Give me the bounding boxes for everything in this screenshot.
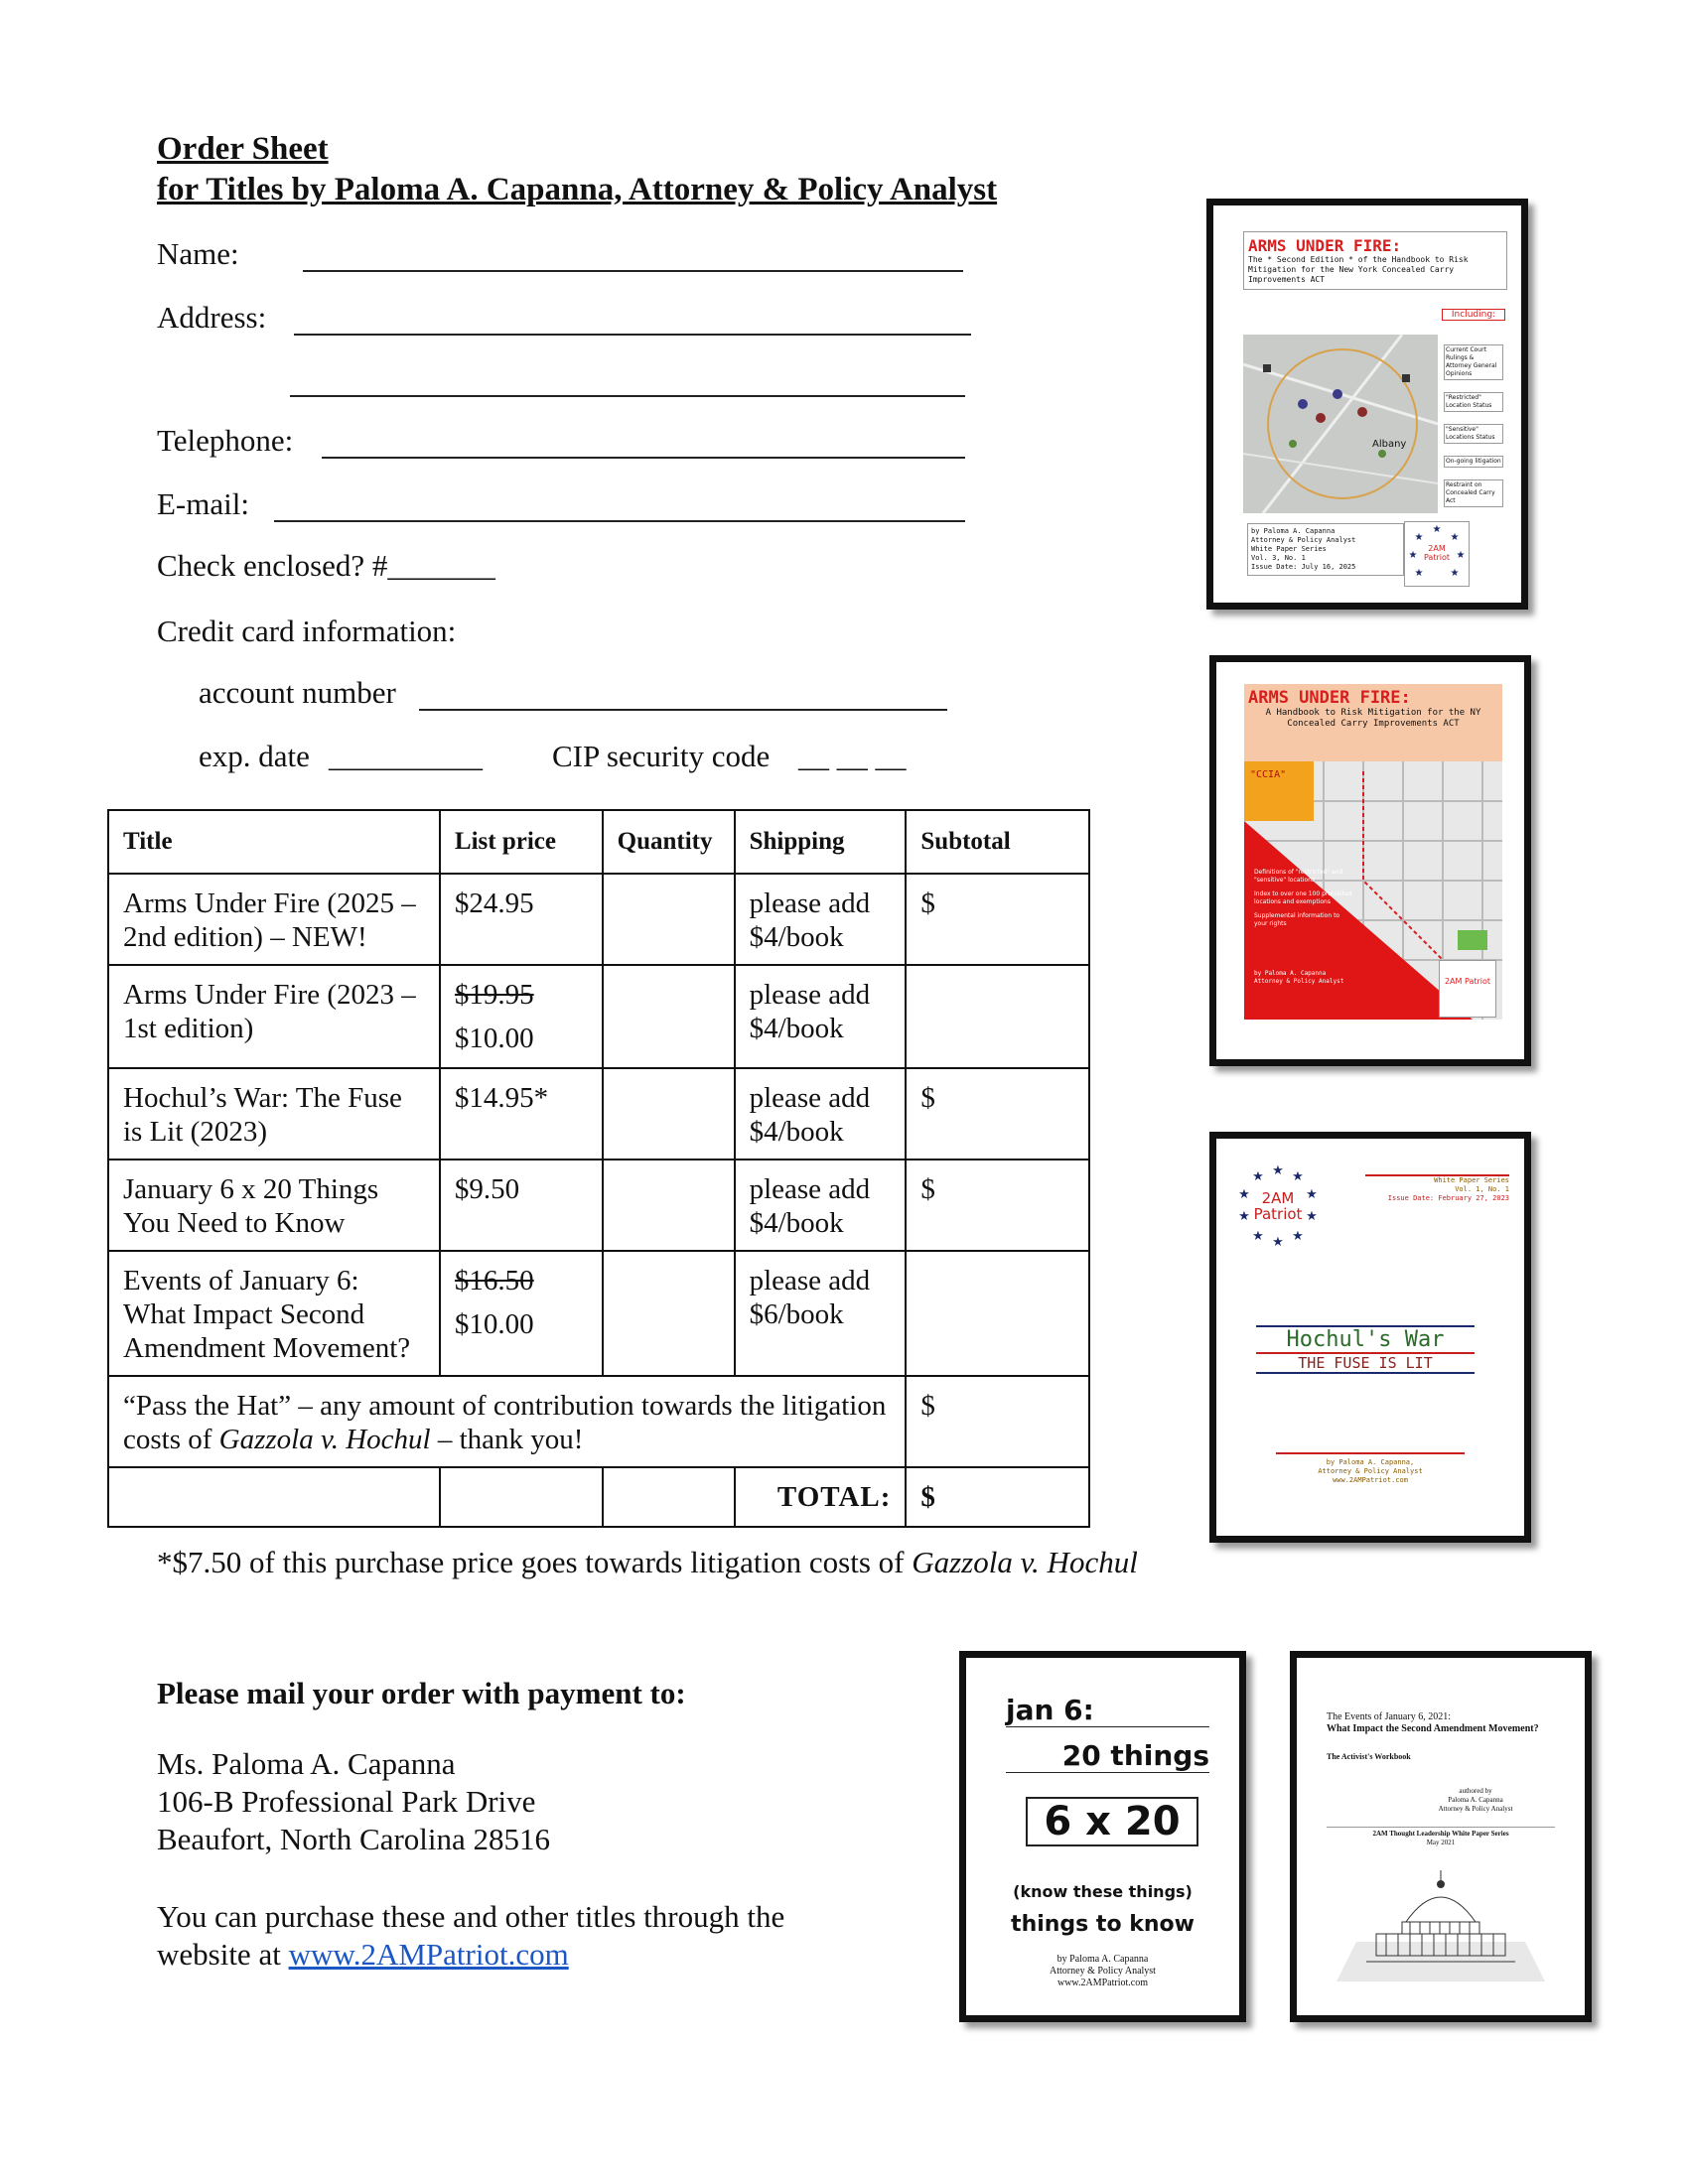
row-title: Arms Under Fire (2025 – 2nd edition) – NEW! [108, 874, 440, 965]
cover4-line-4: (know these things) [1013, 1882, 1193, 1901]
cover4-line-3: 6 x 20 [1026, 1797, 1198, 1846]
row-subtotal[interactable]: $ [906, 1068, 1089, 1160]
row-shipping: please add $4/book [735, 1068, 907, 1160]
table-row [108, 1160, 1089, 1251]
row-quantity-input[interactable] [603, 1160, 735, 1251]
cover3-badge-text: 2AM Patriot [1253, 1189, 1303, 1223]
header-list-price: List price [440, 810, 603, 874]
svg-text:★: ★ [1456, 550, 1466, 561]
cover1-badge [1404, 521, 1470, 587]
cover-jan6-20-things [959, 1651, 1246, 2022]
account-number-label: account number [199, 675, 396, 710]
svg-text:★: ★ [1450, 532, 1460, 543]
row-price: $10.00 [454, 1308, 534, 1340]
telephone-label: Telephone: [157, 423, 294, 458]
row-shipping: please add $4/book [735, 965, 907, 1068]
mail-heading: Please mail your order with payment to: [157, 1676, 686, 1710]
svg-text:★: ★ [1272, 1162, 1284, 1177]
row-shipping: please add $6/book [735, 1251, 907, 1376]
map-label: Albany [1372, 439, 1407, 450]
row-title: Hochul’s War: The Fuse is Lit (2023) [108, 1068, 440, 1160]
cover5-author-block: authored by Paloma A. Capanna Attorney & Policy Analyst [1438, 1787, 1513, 1813]
cover4-line-2: 20 things [1006, 1739, 1209, 1773]
cover1-map [1243, 335, 1438, 513]
mail-name: Ms. Paloma A. Capanna [157, 1746, 456, 1781]
row-price: $14.95* [440, 1068, 603, 1160]
total-label: TOTAL: [735, 1467, 907, 1527]
map-icon [1243, 335, 1438, 513]
cover3-series: White Paper Series Vol. 1, No. 1 Issue Date: February 27, 2023 [1365, 1174, 1509, 1203]
svg-text:★: ★ [1252, 1168, 1264, 1183]
cover1-credits: by Paloma A. Capanna Attorney & Policy Analyst White Paper Series Vol. 3, No. 1 Issue Date: July 16, 2025 [1247, 523, 1404, 576]
svg-text:★: ★ [1238, 1186, 1250, 1201]
svg-text:★: ★ [1450, 568, 1460, 579]
cip-field[interactable]: __ __ __ [798, 739, 907, 773]
total-row [108, 1467, 1089, 1527]
cover2-title: ARMS UNDER FIRE: [1248, 688, 1411, 708]
row-quantity-input[interactable] [603, 965, 735, 1068]
svg-text:★: ★ [1414, 532, 1424, 543]
header-title: Title [108, 810, 440, 874]
svg-text:★: ★ [1252, 1228, 1264, 1243]
cover5-title: The Events of January 6, 2021: [1327, 1711, 1451, 1722]
cover4-line-5: things to know [1011, 1912, 1195, 1937]
svg-text:★: ★ [1272, 1234, 1284, 1246]
row-title: January 6 x 20 Things You Need to Know [108, 1160, 440, 1251]
cover-arms-under-fire-2023 [1209, 655, 1531, 1066]
row-quantity-input[interactable] [603, 874, 735, 965]
table-row [108, 1068, 1089, 1160]
title-line-2: for Titles by Paloma A. Capanna, Attorney & Policy Analyst [157, 172, 998, 207]
cover1-side-list: Current Court Rulings & Attorney General Opinions "Restricted" Location Status "Sensitive" Locations Status On-going litigation Restraint on Concealed Carry Act [1444, 344, 1503, 507]
cover2-badge: 2AM Patriot [1439, 960, 1496, 1018]
cover3-subtitle: THE FUSE IS LIT [1256, 1352, 1475, 1372]
pass-the-hat-subtotal[interactable]: $ [906, 1376, 1089, 1467]
row-price-old: $19.95 [454, 979, 534, 1011]
cover1-including: Including: [1442, 309, 1505, 321]
address-field-line-2[interactable] [290, 395, 965, 397]
svg-text:★: ★ [1292, 1168, 1304, 1183]
cover2-subtitle: A Handbook to Risk Mitigation for the NY Concealed Carry Improvements ACT [1265, 708, 1481, 729]
name-field[interactable] [303, 270, 963, 272]
row-price-old: $16.50 [454, 1265, 534, 1297]
table-row [108, 1251, 1089, 1376]
cover5-subtitle: What Impact the Second Amendment Movement? [1327, 1723, 1539, 1734]
title-line-1: Order Sheet [157, 131, 329, 167]
cover2-tag: "CCIA" [1250, 769, 1287, 780]
cip-label: CIP security code [552, 739, 771, 773]
website-link[interactable]: www.2AMPatriot.com [288, 1937, 569, 1972]
cover1-badge-text: 2AM Patriot [1423, 544, 1451, 562]
total-value[interactable]: $ [906, 1467, 1089, 1527]
cover1-subtitle: The * Second Edition * of the Handbook to Risk Mitigation for the New York Concealed Carry Improvements ACT [1248, 255, 1469, 284]
row-price: $24.95 [440, 874, 603, 965]
row-subtotal[interactable]: $ [906, 1160, 1089, 1251]
cover5-title-block [1327, 1711, 1555, 1763]
svg-text:★: ★ [1432, 524, 1442, 535]
cover3-credits: by Paloma A. Capanna, Attorney & Policy Analyst www.2AMPatriot.com [1276, 1452, 1465, 1485]
cover3-badge [1236, 1162, 1320, 1246]
cover2-header [1244, 684, 1502, 763]
svg-text:★: ★ [1238, 1208, 1250, 1223]
svg-text:★: ★ [1414, 568, 1424, 579]
cover4-credits: by Paloma A. Capanna Attorney & Policy Analyst www.2AMPatriot.com [1050, 1954, 1156, 1988]
row-shipping: please add $4/book [735, 1160, 907, 1251]
capitol-dome-icon [1336, 1862, 1545, 1981]
row-price: $10.00 [454, 1023, 534, 1054]
row-quantity-input[interactable] [603, 1251, 735, 1376]
purchase-line-1: You can purchase these and other titles through the [157, 1899, 785, 1934]
footnote: *$7.50 of this purchase price goes towards litigation costs of Gazzola v. Hochul [157, 1545, 1138, 1579]
cover-hochuls-war [1209, 1132, 1531, 1543]
email-field[interactable] [274, 520, 965, 522]
exp-date-label: exp. date [199, 739, 310, 773]
row-title: Events of January 6: What Impact Second Amendment Movement? [108, 1251, 440, 1376]
header-quantity: Quantity [603, 810, 735, 874]
table-header-row [108, 810, 1089, 874]
exp-date-field[interactable]: __________ [329, 739, 483, 773]
row-quantity-input[interactable] [603, 1068, 735, 1160]
cover3-title-block [1256, 1325, 1475, 1374]
header-subtotal: Subtotal [906, 810, 1089, 874]
row-subtotal[interactable] [906, 965, 1089, 1068]
table-row [108, 874, 1089, 965]
cover1-title: ARMS UNDER FIRE: [1248, 236, 1402, 255]
name-label: Name: [157, 236, 239, 271]
svg-text:★: ★ [1292, 1228, 1304, 1243]
pass-the-hat-row [108, 1376, 1089, 1467]
row-subtotal[interactable] [906, 1251, 1089, 1376]
mail-street: 106-B Professional Park Drive [157, 1784, 536, 1819]
svg-text:★: ★ [1306, 1208, 1318, 1223]
page-title [157, 129, 997, 210]
row-shipping: please add $4/book [735, 874, 907, 965]
check-enclosed[interactable]: Check enclosed? #_______ [157, 548, 495, 583]
address-field-line-1[interactable] [294, 334, 971, 336]
pass-the-hat-text: “Pass the Hat” – any amount of contribution towards the litigation costs of Gazzola v. Hochul – thank you! [108, 1376, 906, 1467]
table-row [108, 965, 1089, 1068]
purchase-line-2: website at www.2AMPatriot.com [157, 1937, 569, 1972]
row-price: $9.50 [440, 1160, 603, 1251]
cover5-series: 2AM Thought Leadership White Paper Series May 2021 [1327, 1827, 1555, 1847]
row-price-cell [440, 1251, 603, 1376]
cover-arms-under-fire-2025 [1206, 199, 1528, 610]
cover3-title: Hochul's War [1286, 1327, 1445, 1352]
address-label: Address: [157, 300, 267, 335]
credit-card-label: Credit card information: [157, 614, 457, 648]
svg-text:★: ★ [1408, 550, 1418, 561]
cover2-map [1244, 761, 1502, 1020]
row-title: Arms Under Fire (2023 – 1st edition) [108, 965, 440, 1068]
telephone-field[interactable] [322, 457, 965, 459]
case-name: Gazzola v. Hochul [218, 1424, 431, 1455]
svg-text:★: ★ [1306, 1186, 1318, 1201]
row-subtotal[interactable]: $ [906, 874, 1089, 965]
cover4-line-1: jan 6: [1006, 1694, 1209, 1727]
cover5-workbook: The Activist's Workbook [1327, 1752, 1411, 1761]
cover-events-of-january-6 [1290, 1651, 1592, 2022]
account-number-field[interactable] [419, 709, 947, 711]
cover2-credits: by Paloma A. Capanna Attorney & Policy Analyst [1254, 970, 1344, 985]
mail-city: Beaufort, North Carolina 28516 [157, 1822, 551, 1856]
header-shipping: Shipping [735, 810, 907, 874]
order-table [107, 809, 1090, 1528]
cover2-bullets: Definitions of "restricted" and "sensitive" locations Index to over one 100 prohibited locations and exemptions Supplemental information to your rights [1254, 869, 1352, 927]
email-label: E-mail: [157, 486, 249, 521]
row-price-cell [440, 965, 603, 1068]
